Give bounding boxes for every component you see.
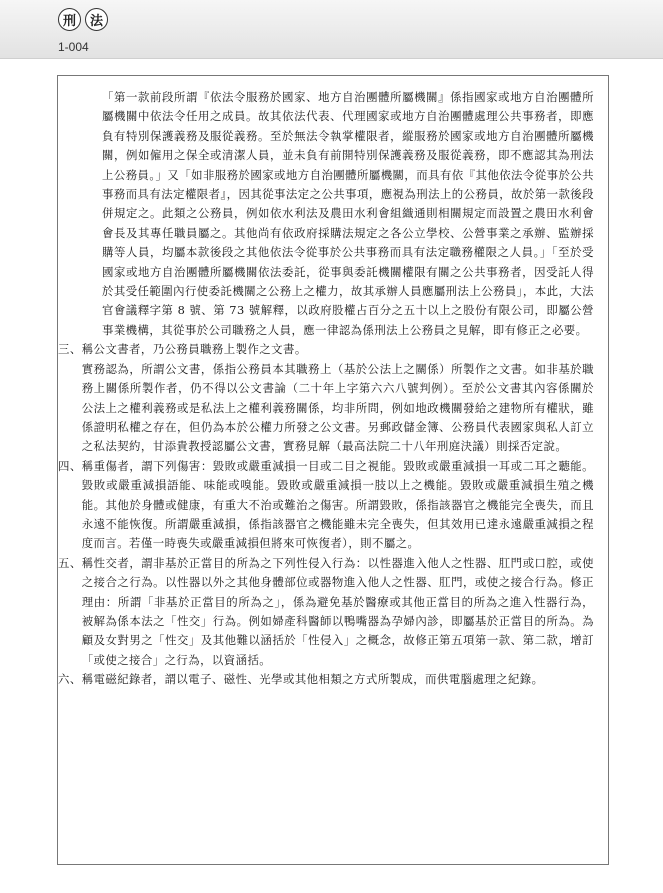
item-number: 六、 [58, 672, 82, 687]
item-lead: 稱重傷者，謂下列傷害：毀敗或嚴重減損一目或二目之視能。毀敗或嚴重減損一耳或二耳之聽能。毀敗或嚴重減損語能、味能或嗅能。毀敗或嚴重減損一肢以上之機能。毀敗或嚴重減損生殖之機能。其他於身體或健康，有重大不治或難治之傷害。所謂毀敗，係指該器官之機能完全喪失，而且永遠不能恢復。所謂嚴重減損，係指該器官之機能雖未完全喪失，但其效用已達永遠嚴重減損之程度而言。若僅一時喪失或嚴重減損但將來可恢復者），則不屬之。 [81, 458, 594, 551]
page-number: 1-004 [58, 40, 89, 54]
list-item-4 [58, 457, 594, 554]
item-lead: 稱電磁紀錄者，謂以電子、磁性、光學或其他相類之方式所製成，而供電腦處理之紀錄。 [81, 672, 544, 687]
title-char-1: 刑 [58, 8, 81, 31]
item-lead: 稱性交者，謂非基於正當目的所為之下列性侵入行為：以性器進入他人之性器、肛門或口腔，或使之接合之行為。以性器以外之其他身體部位或器物進入他人之性器、肛門，或使之接合行為。修正理由：所謂「非基於正當目的所為之」，係為避免基於醫療或其他正當目的所為之進入性器行為，被解為係本法之「性交」行為。例如婦產科醫師以鴨嘴器為孕婦內診，即屬基於正當目的所為。為顧及女對男之「性交」及其他難以涵括於「性侵入」之概念，故修正第五項第一款、第二款，增訂「或使之接合」之行為，以資涵括。 [81, 555, 594, 667]
text-body [58, 88, 594, 690]
list-item-5 [58, 554, 594, 670]
header-divider [0, 58, 663, 59]
book-title [58, 8, 108, 31]
list-item-3 [58, 340, 594, 456]
title-char-2: 法 [85, 8, 108, 31]
item-number: 三、 [58, 342, 82, 357]
item-number: 五、 [58, 555, 82, 570]
item-body-text: 實務認為，所謂公文書，係指公務員本其職務上（基於公法上之關係）所製作之文書。如非基於職務上關係所製作者，仍不得以公文書論（二十年上字第六六八號判例）。至於公文書其內容係關於公法上之權利義務或是私法上之權利義務關係，均非所問，例如地政機關發給之建物所有權狀，雖係證明私權之存在，但仍為本於公權力所發之公文書。另郵政儲金簿、公務員代表國家與私人訂立之私法契約，甘添貴教授認屬公文書，實務見解（最高法院二十八年刑庭決議）則採否定說。 [81, 361, 594, 454]
content-frame [57, 75, 609, 865]
list-item-6 [58, 670, 594, 689]
item-number: 四、 [58, 458, 82, 473]
intro-paragraph: 「第一款前段所謂『依法令服務於國家、地方自治團體所屬機關』係指國家或地方自治團體所屬機關中依法令任用之成員。故其依法代表、代理國家或地方自治團體處理公共事務者，即應負有特別保護義務及服從義務。至於無法令執掌權限者，縱服務於國家或地方自治團體所屬機關，例如僱用之保全或清潔人員，並未負有前開特別保護義務及服從義務，即不應認其為刑法上公務員。」又「如非服務於國家或地方自治團體所屬機關，而具有依『其他依法令從事於公共事務而具有法定權限者』，因其從事法定之公共事項，應視為刑法上的公務員，故於第一款後段併規定之。此類之公務員，例如依水利法及農田水利會組織通則相關規定而設置之農田水利會會長及其專任職員屬之。其他尚有依政府採購法規定之各公立學校、公營事業之承辦、監辦採購等人員，均屬本款後段之其他依法令從事於公共事務而具有法定職務權限之人員。」「至於受國家或地方自治團體所屬機關依法委託，從事與委託機關權限有關之公共事務者，因受託人得於其受任範圍內行使委託機關之公務上之權力，故其承辦人員應屬刑法上公務員」，本此，大法官會議釋字第 8 號、第 73 號解釋，以政府股權占百分之五十以上之股份有限公司，即屬公營事業機構，其從事於公司職務之人員，應一律認為係刑法上公務員之見解，即有修正之必要。 [102, 90, 594, 337]
item-lead: 稱公文書者，乃公務員職務上製作之文書。 [81, 342, 307, 357]
